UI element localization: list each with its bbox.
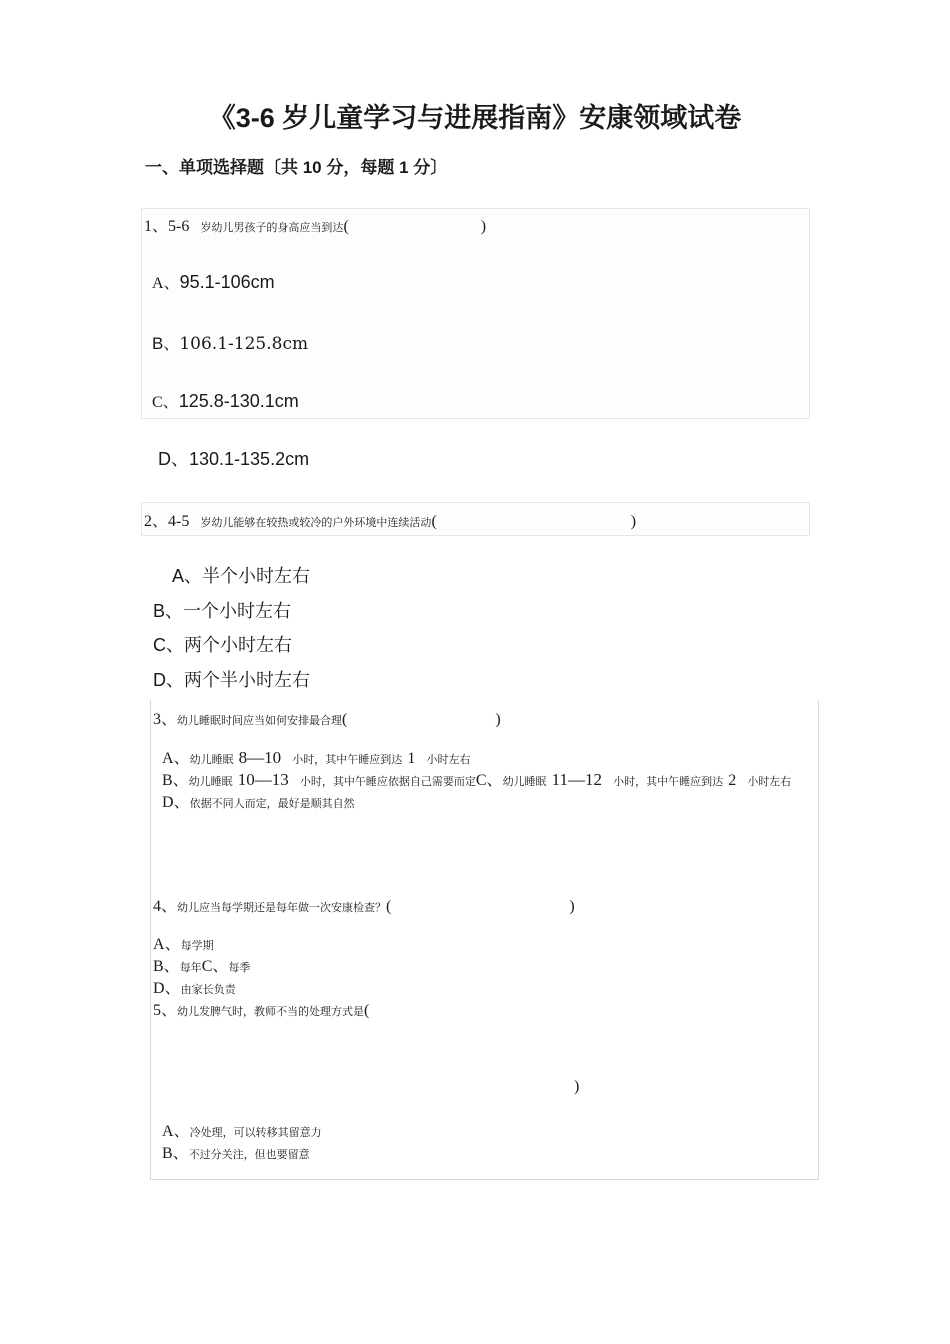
option-separator: 、 <box>165 601 184 622</box>
option-text: 每季 <box>228 961 251 974</box>
answer-paren-close: ) <box>495 711 501 728</box>
option-letter: D <box>153 980 165 997</box>
answer-paren-open: ( <box>431 513 437 530</box>
option-separator: 、 <box>486 772 503 789</box>
option-separator: 、 <box>184 566 203 587</box>
option-text: 每年 <box>179 961 202 974</box>
q3-option-b-c[interactable] <box>162 767 791 790</box>
question-text: 幼儿发脾气时，教师不当的处理方式是 <box>177 1005 365 1018</box>
section-heading: 一、单项选择题〔共 10 分，每题 1 分〕 <box>145 158 448 177</box>
option-text: 小时左右 <box>426 753 471 766</box>
question-text: 岁幼儿能够在较热或较冷的户外环境中连续活动 <box>200 516 432 529</box>
option-number: 10—13 <box>237 770 289 789</box>
q2-option-b[interactable] <box>153 597 291 623</box>
option-number: 1 <box>407 750 416 767</box>
answer-paren-open: ( <box>386 898 392 915</box>
question-number: 5 <box>153 1002 161 1019</box>
option-text: 依据不同人而定，最好是顺其自然 <box>189 797 355 810</box>
option-separator: 、 <box>172 772 189 789</box>
option-separator: 、 <box>164 980 181 997</box>
q4-option-b-c[interactable] <box>153 953 250 976</box>
q2-option-d[interactable] <box>153 666 310 692</box>
question-number: 1 <box>144 218 152 235</box>
answer-paren-open: ( <box>343 218 349 235</box>
option-letter: D <box>153 670 166 690</box>
q1-option-b[interactable] <box>152 331 308 354</box>
option-letter: B <box>153 958 164 975</box>
question-4-stem <box>153 893 575 916</box>
option-separator: 、 <box>166 635 184 656</box>
option-separator: 、 <box>171 449 189 469</box>
answer-paren-close: ) <box>630 513 637 530</box>
question-text: 岁幼儿男孩子的身高应当到达 <box>200 221 344 234</box>
question-text: 幼儿睡眠时间应当如何安排最合理 <box>177 714 343 727</box>
q1-option-c[interactable] <box>152 389 299 412</box>
option-text: 幼儿睡眠 <box>189 753 234 766</box>
option-text: 幼儿睡眠 <box>188 775 233 788</box>
question-1-stem <box>144 213 486 236</box>
option-text: 小时，其中午睡应到达 <box>292 753 403 766</box>
option-separator: 、 <box>162 394 179 411</box>
separator: 、 <box>161 711 178 728</box>
age-range: 5-6 <box>168 218 190 235</box>
frame-left-border <box>150 700 151 1179</box>
q2-option-a[interactable] <box>172 562 310 588</box>
question-number: 3 <box>153 711 161 728</box>
option-number: 2 <box>728 772 737 789</box>
page-title: 《3-6 岁儿童学习与进展指南》安康领域试卷 <box>208 103 742 133</box>
option-text: 两个半小时左右 <box>184 670 310 691</box>
answer-paren-open: ( <box>364 1002 370 1019</box>
answer-paren-open: ( <box>342 711 348 728</box>
option-separator: 、 <box>212 958 229 975</box>
option-text: 106.1-125.8cm <box>179 334 309 354</box>
question-5-stem <box>153 997 369 1020</box>
option-letter: C <box>152 394 163 411</box>
option-separator: 、 <box>173 750 190 767</box>
option-separator: 、 <box>163 958 180 975</box>
q4-option-d[interactable] <box>153 975 236 998</box>
option-text: 由家长负责 <box>180 983 236 996</box>
q5-option-b[interactable] <box>162 1140 310 1163</box>
q5-answer-paren-close: ) <box>574 1078 580 1095</box>
separator: 、 <box>161 1002 178 1019</box>
option-text: 半个小时左右 <box>202 566 311 587</box>
option-number: 11—12 <box>551 770 603 789</box>
option-text: 每学期 <box>180 939 214 952</box>
option-text: 不过分关注，但也要留意 <box>188 1148 310 1161</box>
q5-option-a[interactable] <box>162 1118 322 1141</box>
separator: 、 <box>152 218 169 235</box>
question-number: 4 <box>153 898 161 915</box>
question-number: 2 <box>144 513 152 530</box>
q4-option-a[interactable] <box>153 931 214 954</box>
option-text: 小时，其中午睡应到达 <box>613 775 724 788</box>
option-letter: A <box>153 936 165 953</box>
option-letter: C <box>475 772 487 789</box>
question-3-stem <box>153 706 501 729</box>
q1-option-a[interactable] <box>152 270 275 293</box>
answer-paren-close: ) <box>480 218 487 235</box>
option-letter: A <box>172 566 185 586</box>
option-number: 8—10 <box>238 748 282 767</box>
option-text: 一个小时左右 <box>183 601 292 622</box>
option-text: 130.1-135.2cm <box>189 449 310 469</box>
separator: 、 <box>152 513 169 530</box>
option-text: 两个小时左右 <box>184 635 292 656</box>
option-letter: C <box>201 958 213 975</box>
option-separator: 、 <box>163 336 180 353</box>
option-separator: 、 <box>173 794 190 811</box>
option-separator: 、 <box>166 670 184 691</box>
q3-option-d[interactable] <box>162 789 355 812</box>
frame-bottom-border <box>150 1179 819 1180</box>
option-letter: B <box>152 334 164 353</box>
option-separator: 、 <box>164 936 181 953</box>
option-letter: A <box>152 275 164 292</box>
frame-right-border <box>818 700 819 1179</box>
option-letter: A <box>162 1123 174 1140</box>
option-letter: A <box>162 750 174 767</box>
option-text: 小时，其中午睡应依据自己需要而定 <box>299 775 476 788</box>
question-2-stem <box>144 508 636 531</box>
option-text: 95.1-106cm <box>179 272 275 292</box>
answer-paren-close: ) <box>569 898 575 915</box>
option-text: 幼儿睡眠 <box>502 775 547 788</box>
option-separator: 、 <box>172 1145 189 1162</box>
option-letter: B <box>162 772 173 789</box>
question-text: 幼儿应当每学期还是每年做一次安康检查？ <box>177 901 387 914</box>
question-1-box <box>141 208 810 419</box>
option-text: 冷处理，可以转移其留意力 <box>189 1126 322 1139</box>
option-letter: D <box>158 449 171 469</box>
q3-option-a[interactable] <box>162 745 470 768</box>
option-separator: 、 <box>173 1123 190 1140</box>
age-range: 4-5 <box>168 513 190 530</box>
option-text: 小时左右 <box>747 775 792 788</box>
q1-option-d[interactable] <box>158 445 309 471</box>
option-letter: C <box>153 635 166 655</box>
option-separator: 、 <box>163 275 180 292</box>
option-letter: D <box>162 794 174 811</box>
option-letter: B <box>153 601 166 621</box>
option-text: 125.8-130.1cm <box>178 391 299 411</box>
separator: 、 <box>161 898 178 915</box>
option-letter: B <box>162 1145 173 1162</box>
q2-option-c[interactable] <box>153 631 292 657</box>
